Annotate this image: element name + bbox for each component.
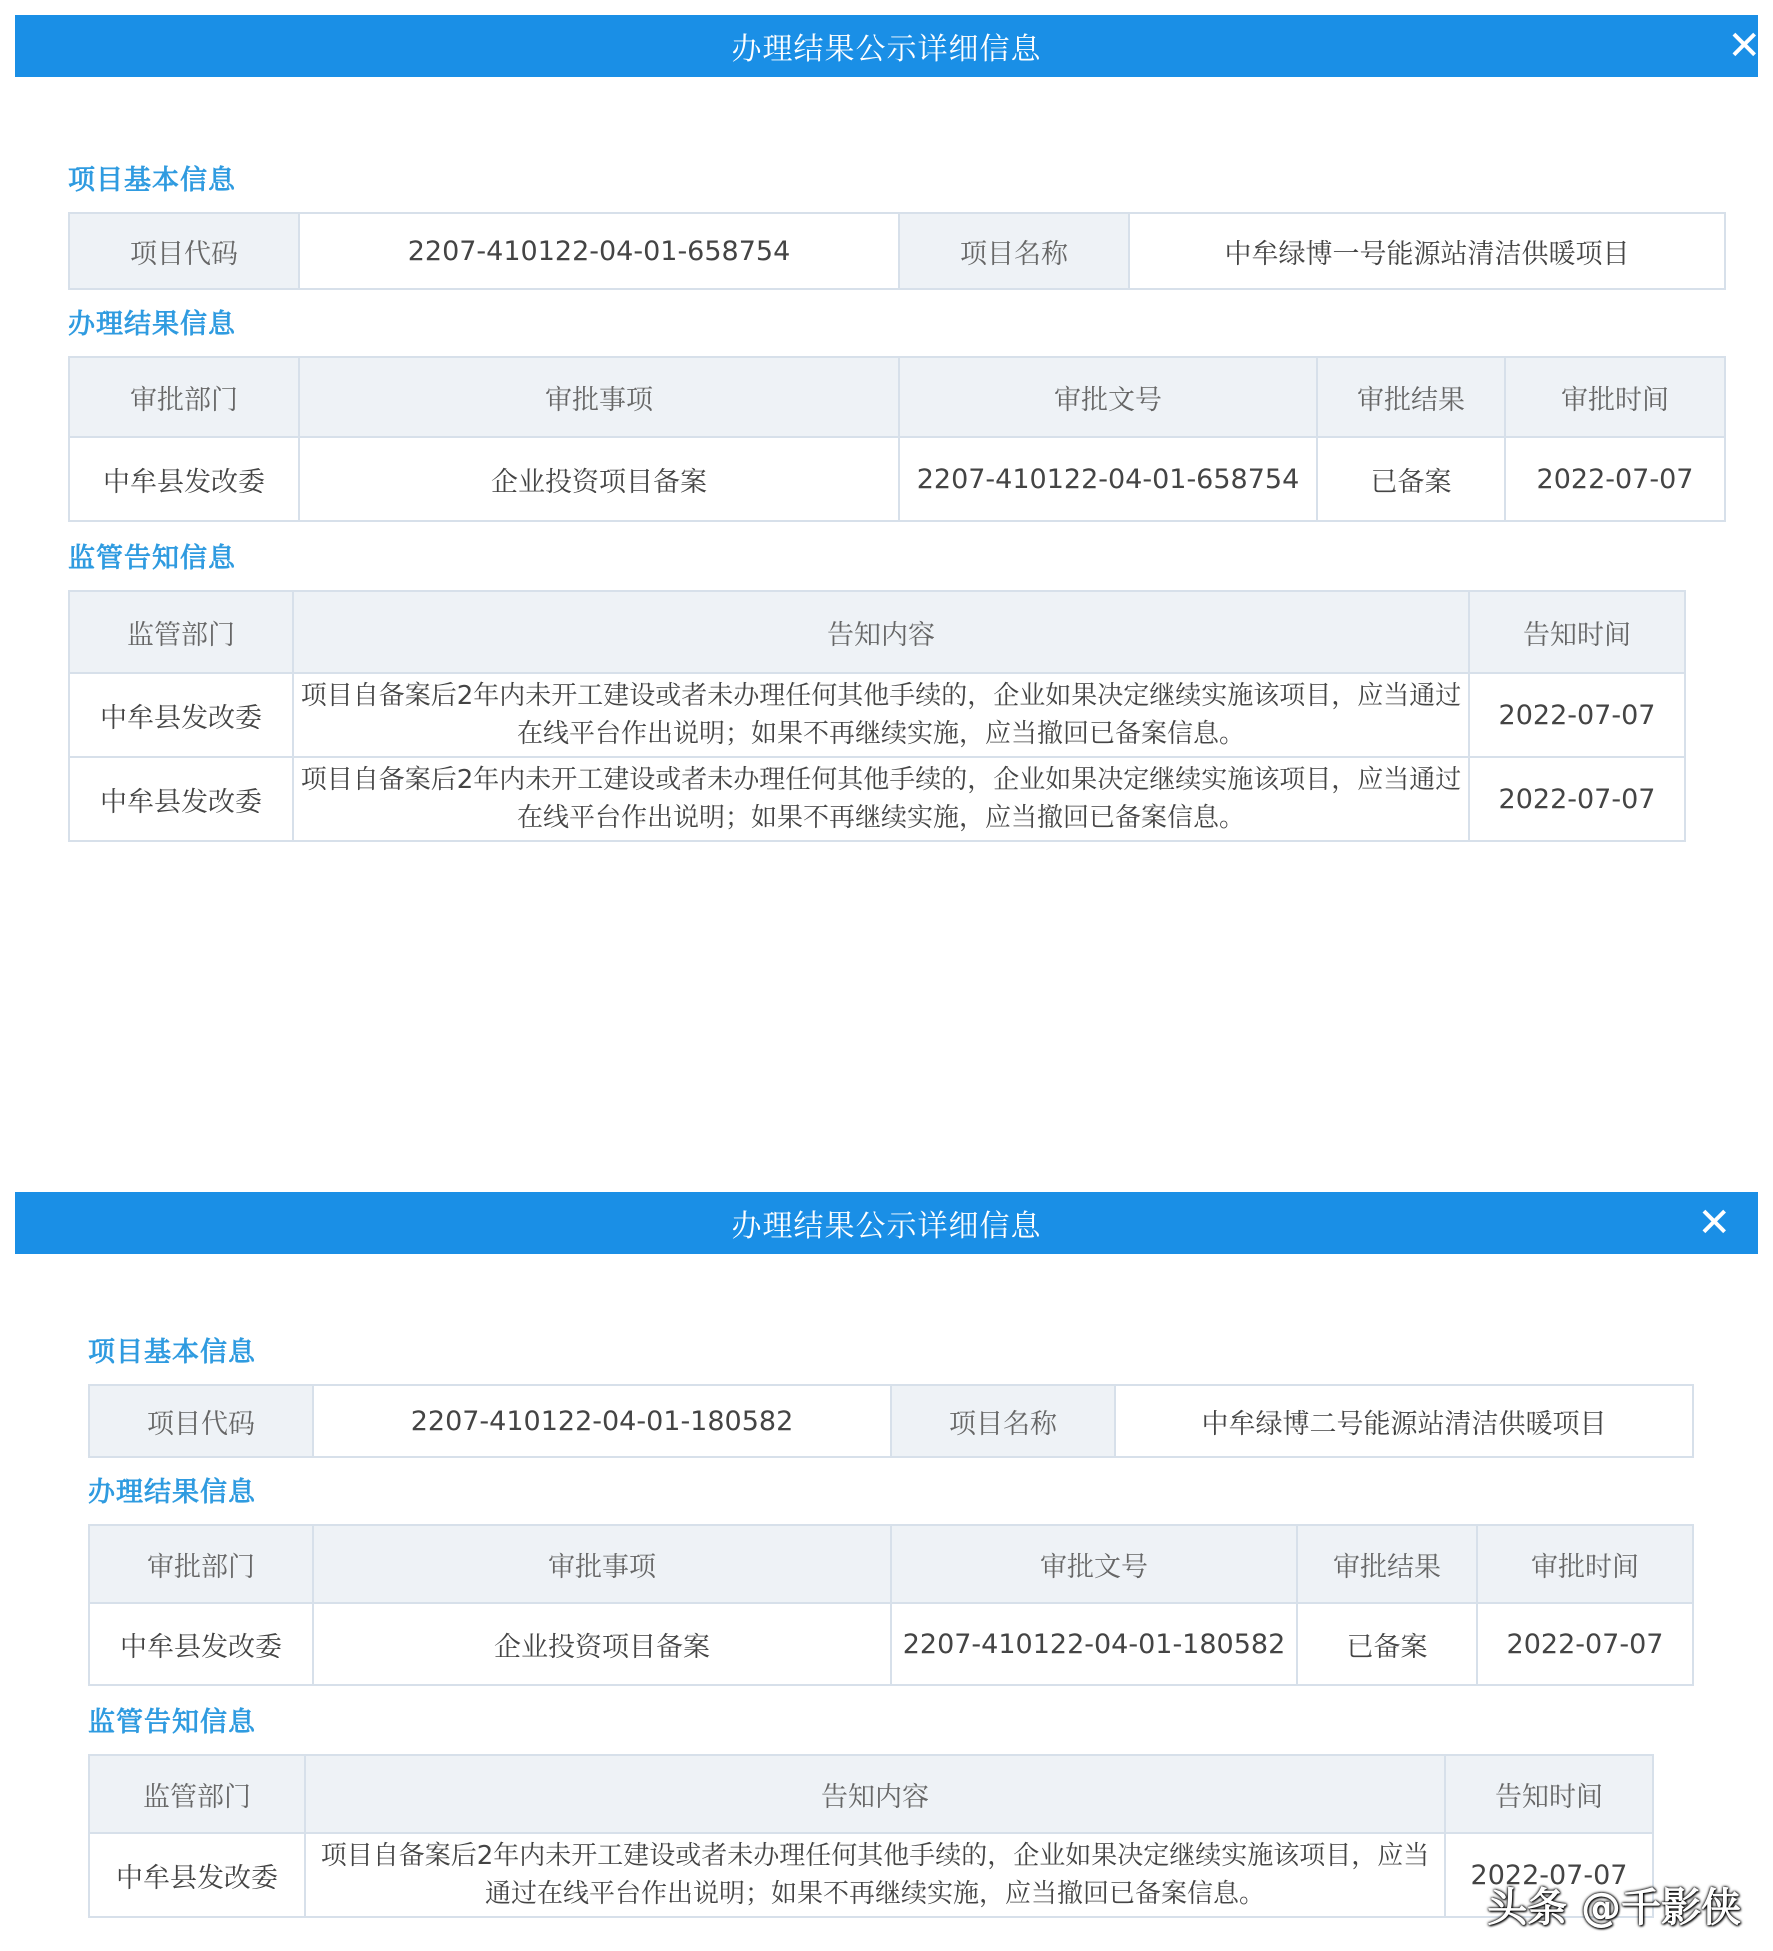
project-code-value: 2207-410122-04-01-658754 [299, 213, 899, 289]
project-name-value: 中牟绿博一号能源站清洁供暖项目 [1129, 213, 1725, 289]
approval-document-number: 2207-410122-04-01-658754 [899, 437, 1317, 521]
approval-date: 2022-07-07 [1477, 1603, 1693, 1685]
table-header-row [69, 591, 1685, 673]
result-info-section-label: 办理结果信息 [68, 309, 236, 340]
result-info-table [88, 1524, 1694, 1686]
column-header: 审批结果 [1297, 1525, 1477, 1603]
supervision-department: 中牟县发改委 [69, 673, 293, 757]
project-code-label: 项目代码 [69, 213, 299, 289]
table-row [89, 1833, 1653, 1917]
basic-info-section-label: 项目基本信息 [68, 165, 236, 196]
approval-result: 已备案 [1297, 1603, 1477, 1685]
dialog-titlebar [15, 1192, 1758, 1254]
project-name-label: 项目名称 [891, 1385, 1115, 1457]
column-header: 审批时间 [1477, 1525, 1693, 1603]
notice-info-table [68, 590, 1686, 842]
column-header: 审批结果 [1317, 357, 1505, 437]
dialog-title: 办理结果公示详细信息 [731, 32, 1042, 67]
close-icon[interactable]: ✕ [1727, 23, 1762, 69]
table-row [89, 1603, 1693, 1685]
table-row [69, 437, 1725, 521]
approval-result: 已备案 [1317, 437, 1505, 521]
column-header: 告知时间 [1469, 591, 1685, 673]
notice-info-table [88, 1754, 1654, 1918]
notice-date: 2022-07-07 [1469, 757, 1685, 841]
table-row [69, 673, 1685, 757]
notice-content: 项目自备案后2年内未开工建设或者未办理任何其他手续的，企业如果决定继续实施该项目，应当通过在线平台作出说明；如果不再继续实施，应当撤回已备案信息。 [293, 757, 1469, 841]
close-icon[interactable]: ✕ [1697, 1200, 1732, 1246]
column-header: 审批部门 [69, 357, 299, 437]
notice-content: 项目自备案后2年内未开工建设或者未办理任何其他手续的，企业如果决定继续实施该项目，应当通过在线平台作出说明；如果不再继续实施，应当撤回已备案信息。 [293, 673, 1469, 757]
column-header: 审批部门 [89, 1525, 313, 1603]
project-name-value: 中牟绿博二号能源站清洁供暖项目 [1115, 1385, 1693, 1457]
supervision-department: 中牟县发改委 [89, 1833, 305, 1917]
notice-date: 2022-07-07 [1469, 673, 1685, 757]
column-header: 监管部门 [69, 591, 293, 673]
column-header: 审批文号 [891, 1525, 1297, 1603]
result-detail-dialog-2 [0, 1180, 1773, 1951]
table-header-row [89, 1525, 1693, 1603]
approval-item: 企业投资项目备案 [299, 437, 899, 521]
result-info-table [68, 356, 1726, 522]
notice-content: 项目自备案后2年内未开工建设或者未办理任何其他手续的，企业如果决定继续实施该项目，应当通过在线平台作出说明；如果不再继续实施，应当撤回已备案信息。 [305, 1833, 1445, 1917]
notice-date: 2022-07-07 [1445, 1833, 1653, 1917]
dialog-titlebar [15, 15, 1762, 77]
column-header: 告知内容 [305, 1755, 1445, 1833]
project-name-label: 项目名称 [899, 213, 1129, 289]
basic-info-section-label: 项目基本信息 [88, 1337, 256, 1368]
column-header: 审批文号 [899, 357, 1317, 437]
supervision-department: 中牟县发改委 [69, 757, 293, 841]
notice-info-section-label: 监管告知信息 [68, 543, 236, 574]
approval-department: 中牟县发改委 [69, 437, 299, 521]
dialog-title: 办理结果公示详细信息 [731, 1209, 1042, 1244]
approval-document-number: 2207-410122-04-01-180582 [891, 1603, 1297, 1685]
column-header: 审批事项 [313, 1525, 891, 1603]
notice-info-section-label: 监管告知信息 [88, 1707, 256, 1738]
table-row [69, 757, 1685, 841]
column-header: 审批时间 [1505, 357, 1725, 437]
table-header-row [89, 1755, 1653, 1833]
basic-info-table [68, 212, 1726, 290]
table-header-row [69, 357, 1725, 437]
column-header: 监管部门 [89, 1755, 305, 1833]
result-info-section-label: 办理结果信息 [88, 1477, 256, 1508]
approval-item: 企业投资项目备案 [313, 1603, 891, 1685]
approval-date: 2022-07-07 [1505, 437, 1725, 521]
approval-department: 中牟县发改委 [89, 1603, 313, 1685]
column-header: 告知时间 [1445, 1755, 1653, 1833]
column-header: 审批事项 [299, 357, 899, 437]
basic-info-table [88, 1384, 1694, 1458]
column-header: 告知内容 [293, 591, 1469, 673]
project-code-label: 项目代码 [89, 1385, 313, 1457]
project-code-value: 2207-410122-04-01-180582 [313, 1385, 891, 1457]
watermark: 头条 @千影侠 [1487, 1885, 1741, 1931]
